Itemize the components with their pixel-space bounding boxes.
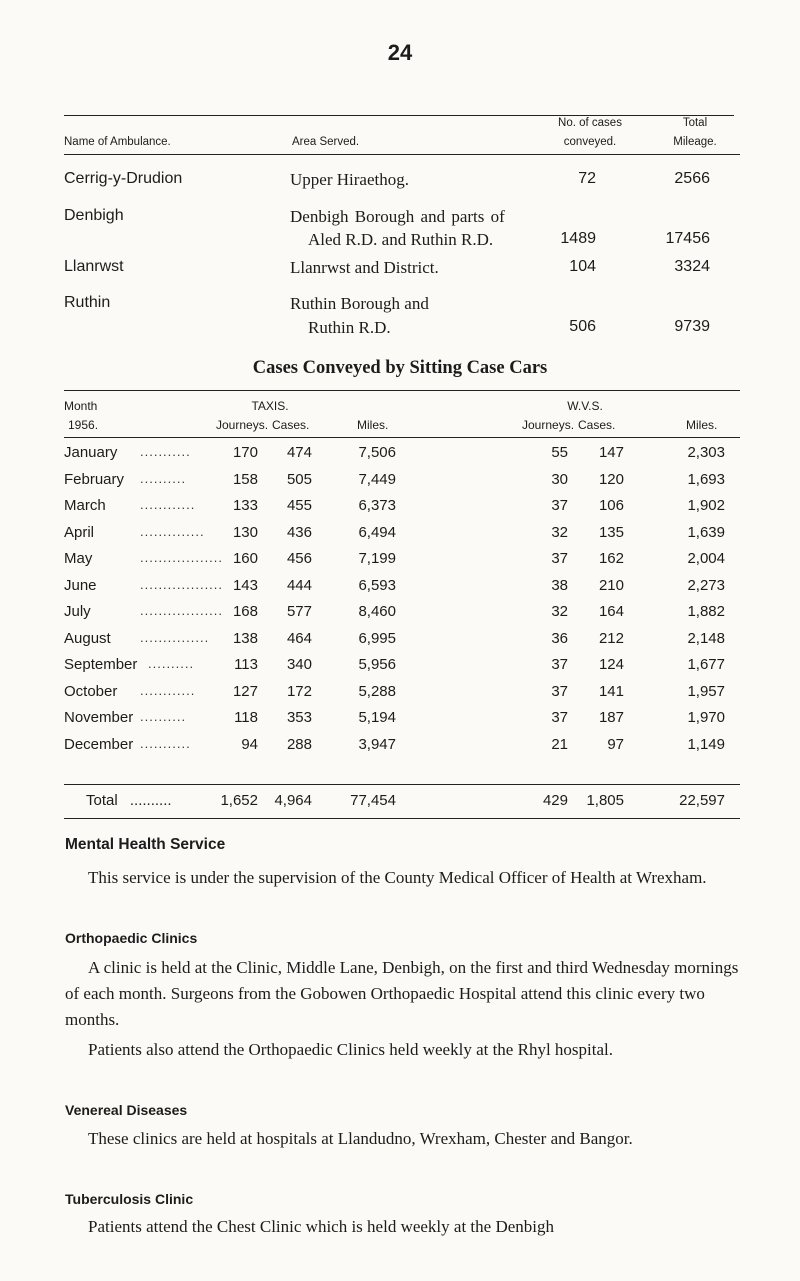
ambulance-col-header-area: Area Served. [292, 136, 360, 148]
col-header-wvs-miles: Miles. [686, 418, 718, 432]
taxi-cases: 505 [286, 471, 312, 488]
mental-health-text: This service is under the supervision of the County Medical Officer of Health at Wrexham. [88, 868, 707, 887]
taxi-journeys: 118 [234, 709, 258, 726]
col-header-year: 1956. [68, 418, 99, 432]
ambulance-mileage: 17456 [665, 230, 710, 247]
taxi-cases: 577 [286, 603, 312, 620]
col-header-taxis: TAXIS. [251, 399, 289, 413]
bottom-rule [64, 818, 740, 819]
wvs-cases: 147 [598, 444, 624, 461]
month-dots: ........... [140, 444, 191, 459]
taxi-cases: 464 [286, 630, 312, 647]
taxi-cases: 455 [286, 497, 312, 514]
taxi-miles: 6,494 [358, 524, 396, 541]
wvs-cases: 141 [598, 683, 624, 700]
ambulance-area: Denbigh Borough and parts of [290, 207, 505, 226]
ambulance-name: Llanrwst [64, 258, 124, 275]
ambulance-header-rule [64, 154, 740, 155]
taxi-cases: 474 [286, 444, 312, 461]
taxi-miles: 5,956 [358, 656, 396, 673]
mental-health-title: Mental Health Service [65, 836, 226, 853]
taxi-journeys: 138 [232, 630, 258, 647]
ambulance-area: Upper Hiraethog. [290, 170, 409, 189]
wvs-cases: 135 [598, 524, 624, 541]
month-name: October [64, 683, 118, 700]
page-number: 24 [387, 40, 413, 65]
wvs-cases: 164 [598, 603, 624, 620]
month-dots: .............. [140, 524, 205, 539]
taxi-miles: 8,460 [358, 603, 396, 620]
total-rule [64, 784, 740, 785]
month-dots: .................. [140, 603, 224, 618]
wvs-cases: 212 [598, 630, 624, 647]
wvs-journeys: 37 [551, 656, 568, 673]
sitting-case-title: Cases Conveyed by Sitting Case Cars [252, 358, 548, 378]
col-header-month: Month [64, 399, 98, 413]
venereal-text: These clinics are held at hospitals at Llandudno, Wrexham, Chester and Bangor. [88, 1129, 633, 1148]
wvs-miles: 1,970 [687, 709, 725, 726]
month-dots: .......... [140, 709, 187, 724]
taxi-journeys: 94 [241, 736, 258, 753]
tuberculosis-title: Tuberculosis Clinic [65, 1191, 194, 1207]
sitting-table-header-rule [64, 437, 740, 438]
ambulance-col-header-cases-2: conveyed. [563, 136, 617, 148]
wvs-journeys: 37 [551, 683, 568, 700]
wvs-cases: 120 [598, 471, 624, 488]
ambulance-cases: 1489 [560, 230, 596, 247]
wvs-miles: 2,273 [687, 577, 725, 594]
wvs-cases: 162 [598, 550, 624, 567]
ambulance-cases: 104 [569, 258, 596, 275]
wvs-journeys: 38 [551, 577, 568, 594]
month-dots: ........... [140, 736, 191, 751]
month-name: August [64, 630, 111, 647]
wvs-miles: 2,004 [687, 550, 725, 567]
month-dots: .................. [140, 550, 224, 565]
taxi-journeys: 127 [232, 683, 258, 700]
ambulance-table-top-rule [64, 115, 734, 116]
wvs-miles: 1,957 [687, 683, 725, 700]
month-name: September [64, 656, 138, 673]
taxi-miles: 5,194 [358, 709, 396, 726]
ambulance-col-header-mileage: Total [682, 117, 708, 129]
taxi-journeys: 143 [232, 577, 258, 594]
ambulance-col-header-mileage-2: Mileage. [673, 136, 717, 148]
ambulance-area: Ruthin Borough and [290, 294, 429, 313]
month-name: January [64, 444, 118, 461]
ambulance-name: Cerrig-y-Drudion [64, 170, 183, 187]
total-wvs-journeys: 429 [542, 792, 568, 809]
taxi-cases: 444 [286, 577, 312, 594]
orthopaedic-text-1: A clinic is held at the Clinic, Middle Lane, Denbigh, on the first and third Wednesday mornings of each month. Surgeons from the Gobowen Orthopaedic Hospital attend this clinic every two months. [65, 958, 739, 1029]
month-name: July [64, 603, 91, 620]
month-name: June [64, 577, 97, 594]
wvs-journeys: 37 [551, 550, 568, 567]
wvs-cases: 106 [598, 497, 624, 514]
taxi-cases: 172 [286, 683, 312, 700]
wvs-journeys: 21 [551, 736, 568, 753]
col-header-wvs: W.V.S. [567, 399, 603, 413]
taxi-miles: 6,373 [358, 497, 396, 514]
taxi-cases: 436 [286, 524, 312, 541]
tuberculosis-text: Patients attend the Chest Clinic which is held weekly at the Denbigh [88, 1217, 554, 1236]
total-wvs-miles: 22,597 [679, 792, 725, 809]
taxi-miles: 7,506 [358, 444, 396, 461]
total-taxi-miles: 77,454 [350, 792, 396, 809]
taxi-cases: 456 [286, 550, 312, 567]
month-name: February [64, 471, 125, 488]
taxi-cases: 288 [286, 736, 312, 753]
taxi-miles: 7,449 [358, 471, 396, 488]
venereal-title: Venereal Diseases [65, 1102, 188, 1118]
ambulance-name: Denbigh [64, 207, 124, 224]
taxi-miles: 6,593 [358, 577, 396, 594]
total-taxi-journeys: 1,652 [220, 792, 258, 809]
col-header-taxi-miles: Miles. [357, 418, 389, 432]
month-dots: .................. [140, 577, 224, 592]
col-header-wvs-cases: Cases. [578, 418, 616, 432]
col-header-taxi-journeys: Journeys. [216, 418, 269, 432]
ambulance-name: Ruthin [64, 294, 111, 311]
month-dots: ............... [140, 630, 210, 645]
ambulance-area-line2: Ruthin R.D. [308, 318, 391, 337]
total-label [86, 792, 172, 809]
wvs-miles: 2,303 [687, 444, 725, 461]
wvs-miles: 1,902 [687, 497, 725, 514]
taxi-miles: 5,288 [358, 683, 396, 700]
wvs-miles: 1,677 [687, 656, 725, 673]
taxi-journeys: 133 [232, 497, 258, 514]
wvs-miles: 1,882 [687, 603, 725, 620]
total-wvs-cases: 1,805 [586, 792, 624, 809]
ambulance-cases: 72 [578, 170, 596, 187]
wvs-journeys: 37 [551, 709, 568, 726]
taxi-journeys: 158 [232, 471, 258, 488]
taxi-journeys: 130 [232, 524, 258, 541]
taxi-journeys: 113 [234, 656, 258, 673]
month-dots: .......... [140, 471, 187, 486]
wvs-cases: 210 [598, 577, 624, 594]
month-dots: ............ [140, 683, 196, 698]
col-header-taxi-cases: Cases. [272, 418, 310, 432]
orthopaedic-title: Orthopaedic Clinics [65, 930, 198, 946]
sitting-table-top-rule [64, 390, 740, 391]
taxi-cases: 353 [286, 709, 312, 726]
ambulance-cases: 506 [569, 318, 596, 335]
month-name: April [64, 524, 95, 541]
wvs-miles: 1,149 [687, 736, 725, 753]
taxi-cases: 340 [286, 656, 312, 673]
wvs-journeys: 55 [551, 444, 568, 461]
wvs-cases: 187 [598, 709, 624, 726]
taxi-journeys: 160 [232, 550, 258, 567]
ambulance-area-line2: Aled R.D. and Ruthin R.D. [308, 230, 494, 249]
wvs-miles: 1,639 [687, 524, 725, 541]
ambulance-col-header-cases: No. of cases [558, 117, 622, 129]
wvs-journeys: 36 [551, 630, 568, 647]
ambulance-col-header-name: Name of Ambulance. [64, 136, 171, 148]
taxi-miles: 6,995 [358, 630, 396, 647]
taxi-miles: 3,947 [358, 736, 396, 753]
wvs-journeys: 32 [551, 603, 568, 620]
wvs-miles: 2,148 [687, 630, 725, 647]
ambulance-area: Llanrwst and District. [290, 258, 439, 277]
total-dots: .......... [129, 792, 172, 809]
taxi-journeys: 168 [232, 603, 258, 620]
orthopaedic-text-2: Patients also attend the Orthopaedic Clinics held weekly at the Rhyl hospital. [88, 1040, 613, 1059]
total-label-text: Total [86, 792, 118, 809]
month-name: May [64, 550, 93, 567]
ambulance-mileage: 3324 [674, 258, 710, 275]
ambulance-mileage: 2566 [674, 170, 710, 187]
wvs-miles: 1,693 [687, 471, 725, 488]
month-name: March [64, 497, 106, 514]
month-dots: .......... [148, 656, 195, 671]
ambulance-mileage: 9739 [674, 318, 710, 335]
total-taxi-cases: 4,964 [274, 792, 312, 809]
wvs-journeys: 32 [551, 524, 568, 541]
month-name: December [64, 736, 134, 753]
col-header-wvs-journeys: Journeys. [522, 418, 575, 432]
taxi-journeys: 170 [232, 444, 258, 461]
taxi-miles: 7,199 [358, 550, 396, 567]
wvs-journeys: 37 [551, 497, 568, 514]
month-dots: ............ [140, 497, 196, 512]
wvs-cases: 97 [607, 736, 624, 753]
month-name: November [64, 709, 134, 726]
wvs-journeys: 30 [551, 471, 568, 488]
wvs-cases: 124 [598, 656, 624, 673]
